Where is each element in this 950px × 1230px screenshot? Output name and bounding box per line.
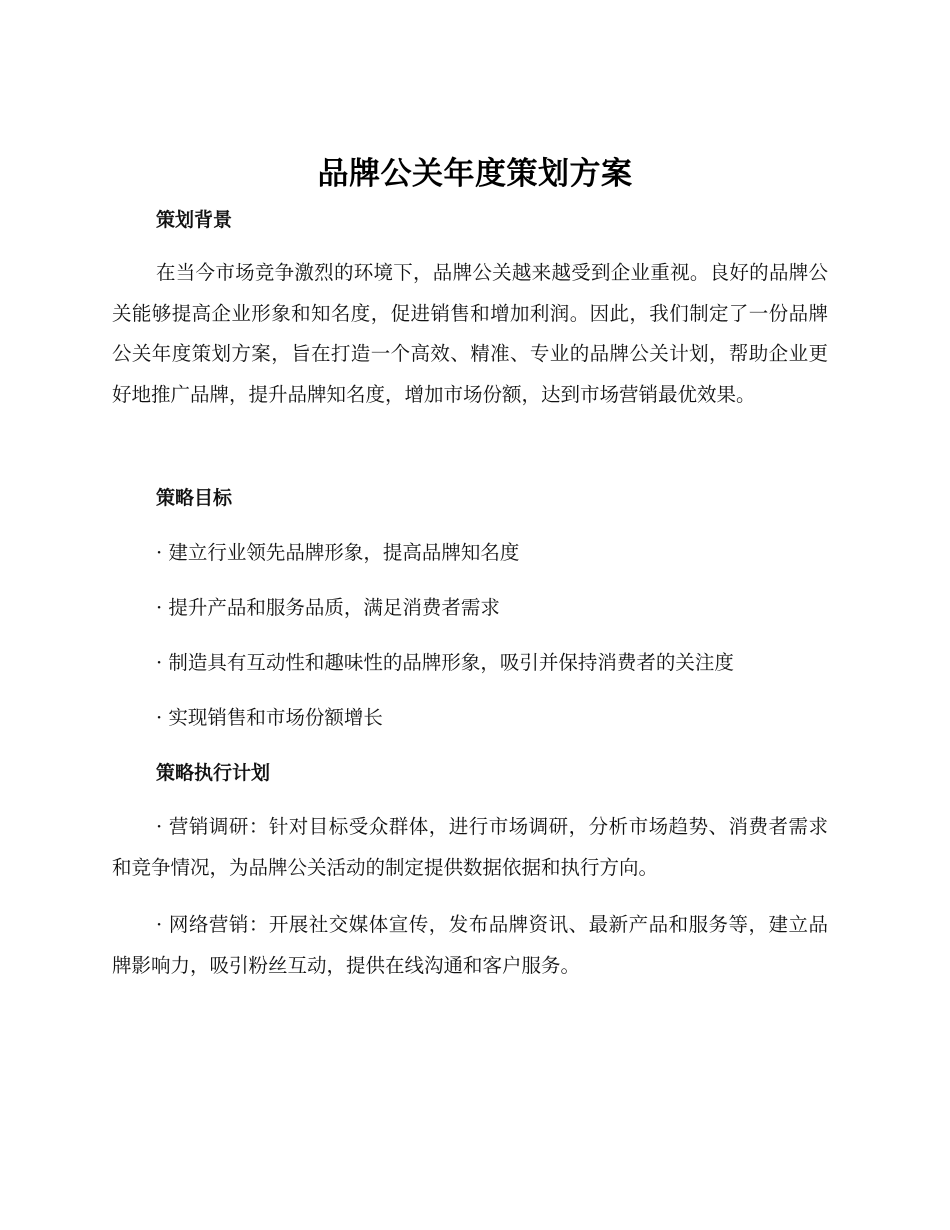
section-heading-background: 策划背景 bbox=[156, 209, 233, 231]
goal-item: · 制造具有互动性和趣味性的品牌形象，吸引并保持消费者的关注度 bbox=[156, 651, 734, 674]
section-heading-goals: 策略目标 bbox=[156, 487, 233, 509]
plan-item: · 网络营销：开展社交媒体宣传，发布品牌资讯、最新产品和服务等，建立品牌影响力，吸引粉丝互动，提供在线沟通和客户服务。 bbox=[112, 913, 828, 977]
goal-item: · 建立行业领先品牌形象，提高品牌知名度 bbox=[156, 541, 520, 564]
goal-item: · 提升产品和服务品质，满足消费者需求 bbox=[156, 596, 500, 619]
section-heading-plan: 策略执行计划 bbox=[156, 762, 271, 784]
goal-item: · 实现销售和市场份额增长 bbox=[156, 706, 383, 729]
plan-item: · 营销调研：针对目标受众群体，进行市场调研，分析市场趋势、消费者需求和竞争情况，为品牌公关活动的制定提供数据依据和执行方向。 bbox=[112, 815, 828, 879]
background-paragraph: 在当今市场竞争激烈的环境下，品牌公关越来越受到企业重视。良好的品牌公关能够提高企业形象和知名度，促进销售和增加利润。因此，我们制定了一份品牌公关年度策划方案，旨在打造一个高效、精准、专业的品牌公关计划，帮助企业更好地推广品牌，提升品牌知名度，增加市场份额，达到市场营销最优效果。 bbox=[112, 261, 828, 406]
document-title: 品牌公关年度策划方案 bbox=[317, 156, 633, 192]
